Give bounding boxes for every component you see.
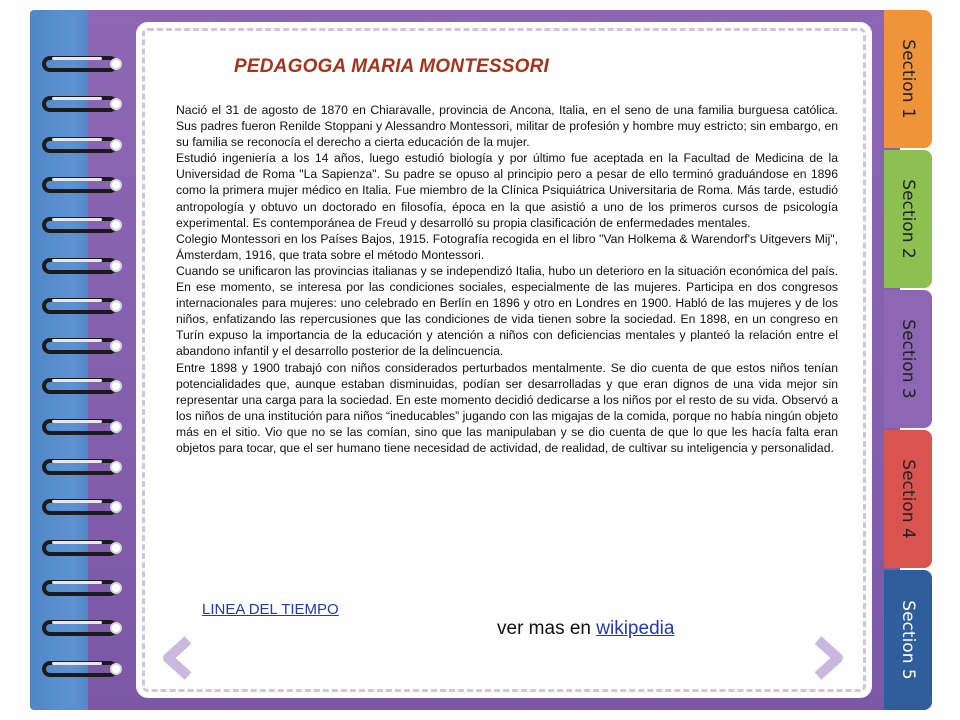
- binding-ring: [40, 538, 122, 560]
- paragraph: Entre 1898 y 1900 trabajó con niños considerados perturbados mentalmente. Se dio cuenta de que estos niños tenían potencialidades que, aunque estaban disminuidas, podían ser desarrolladas y que eran dignos de una vida mejor sin representar una carga para la sociedad. En este momento decidió dedicarse a los niños por el resto de su vida. Observó a los niños de una institución para niños “ineducables” jugando con las migajas de la comida, porque no había ningún objeto más en el sitio. Vio que no se las comían, sino que las manipulaban y se dio cuenta de que lo que les hacía falta eran objetos para tocar, que el ser humano tiene necesidad de actividad, de realidad, de cultivar su inteligencia y personalidad.: [176, 360, 838, 455]
- chevron-right-icon[interactable]: [808, 636, 848, 680]
- binding-ring: [40, 54, 122, 76]
- chevron-left-icon[interactable]: [158, 636, 198, 680]
- binding-ring: [40, 578, 122, 600]
- binding-ring: [40, 417, 122, 439]
- binding-ring: [40, 457, 122, 479]
- binding-ring: [40, 336, 122, 358]
- timeline-link[interactable]: LINEA DEL TIEMPO: [202, 601, 339, 618]
- more-prefix: ver mas en: [497, 618, 597, 639]
- binding-ring: [40, 497, 122, 519]
- tab-label: Section 1: [898, 39, 918, 119]
- binding-ring: [40, 296, 122, 318]
- paragraph: Estudió ingeniería a los 14 años, luego estudió biología y por último fue aceptada en la Facultad de Medicina de la Universidad de Roma "La Sapienza". Su padre se opuso al principio pero a pesar de ello terminó graduándose en 1896 como la primera mujer médico en Italia. Fue miembro de la Clínica Psiquiátrica Universitaria de Roma. Más tarde, estudió antropología y obtuvo un doctorado en filosofía, época en la que asistió a uno de los primeros cursos de psicología experimental. Es contemporánea de Freud y desarrolló su propia clasificación de enfermedades mentales.: [176, 151, 838, 230]
- binding-ring: [40, 215, 122, 237]
- tab-section-3[interactable]: [884, 290, 932, 428]
- binding-ring: [40, 256, 122, 278]
- binding-ring: [40, 135, 122, 157]
- tab-label: Section 2: [898, 179, 918, 259]
- more-info: [497, 618, 674, 640]
- tab-section-1[interactable]: [884, 10, 932, 148]
- binding-ring: [40, 94, 122, 116]
- paragraph: Colegio Montessori en los Países Bajos, 1915. Fotografía recogida en el libro "Van Holkema & Warendorf's Uitgevers Mij", Ámsterdam, 1916, que trata sobre el método Montessori.: [176, 231, 838, 262]
- tab-label: Section 4: [898, 459, 918, 539]
- binding-ring: [40, 618, 122, 640]
- tab-section-4[interactable]: [884, 430, 932, 568]
- tab-section-5[interactable]: [884, 570, 932, 710]
- tab-label: Section 5: [898, 600, 918, 680]
- paragraph: Cuando se unificaron las provincias italianas y se independizó Italia, hubo un deterioro en la situación económica del país. En ese momento, se interesa por las condiciones sociales, especialmente de las mujeres. Participa en dos congresos internacionales para mujeres: uno celebrado en Berlín en 1896 y otro en Londres en 1900. Habló de las mujeres y de los niños, enfatizando las repercusiones que las condiciones de vida tienen sobre la sociedad. En 1898, en un congreso en Turín expuso la importancia de la educación y atención a niños con deficiencias mentales y planteó la relación entre el abandono infantil y el desarrollo posterior de la delincuencia.: [176, 263, 838, 359]
- binding-ring: [40, 659, 122, 681]
- page-title: PEDAGOGA MARIA MONTESSORI: [234, 56, 549, 77]
- biography-text: [176, 102, 838, 456]
- tab-label: Section 3: [898, 319, 918, 399]
- tab-section-2[interactable]: [884, 150, 932, 288]
- wikipedia-link[interactable]: wikipedia: [596, 618, 675, 639]
- paragraph: Nació el 31 de agosto de 1870 en Chiaravalle, provincia de Ancona, Italia, en el seno de una familia burguesa católica. Sus padres fueron Renilde Stoppani y Alessandro Montessori, militar de profesión y hombre muy estricto; sin embargo, en su familia se reconocía el derecho a cierta educación de la mujer.: [176, 103, 838, 150]
- binding-ring: [40, 175, 122, 197]
- binding-ring: [40, 376, 122, 398]
